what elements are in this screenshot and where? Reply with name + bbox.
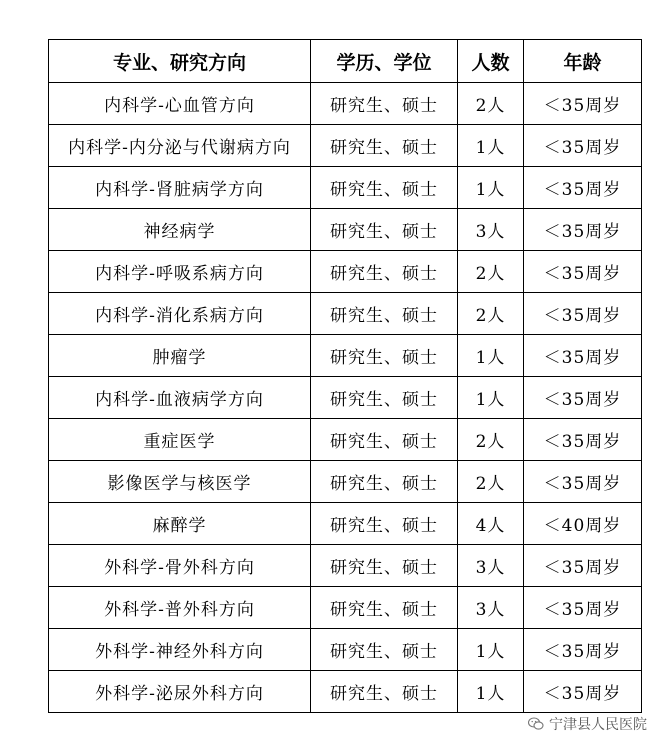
- table-row: [49, 461, 642, 503]
- table-row: [49, 419, 642, 461]
- cell-count: 2人: [458, 461, 524, 503]
- header-degree: 学历、学位: [311, 40, 458, 83]
- cell-degree: 研究生、硕士: [311, 545, 458, 587]
- cell-count: 1人: [458, 335, 524, 377]
- cell-age: ＜35周岁: [524, 461, 642, 503]
- cell-major: 内科学-内分泌与代谢病方向: [49, 125, 311, 167]
- table-row: [49, 503, 642, 545]
- cell-major: 影像医学与核医学: [49, 461, 311, 503]
- cell-count: 3人: [458, 587, 524, 629]
- header-age: 年龄: [524, 40, 642, 83]
- cell-count: 1人: [458, 377, 524, 419]
- header-count: 人数: [458, 40, 524, 83]
- table-row: [49, 335, 642, 377]
- cell-degree: 研究生、硕士: [311, 377, 458, 419]
- cell-count: 2人: [458, 251, 524, 293]
- header-row: [49, 40, 642, 83]
- cell-age: ＜35周岁: [524, 251, 642, 293]
- cell-age: ＜35周岁: [524, 209, 642, 251]
- cell-degree: 研究生、硕士: [311, 419, 458, 461]
- table-row: [49, 293, 642, 335]
- cell-degree: 研究生、硕士: [311, 209, 458, 251]
- watermark-text: 宁津县人民医院: [549, 717, 647, 733]
- table-row: [49, 671, 642, 713]
- cell-age: ＜35周岁: [524, 83, 642, 125]
- cell-major: 外科学-骨外科方向: [49, 545, 311, 587]
- table-row: [49, 629, 642, 671]
- cell-count: 1人: [458, 125, 524, 167]
- cell-count: 3人: [458, 545, 524, 587]
- cell-count: 4人: [458, 503, 524, 545]
- cell-major: 肿瘤学: [49, 335, 311, 377]
- cell-age: ＜35周岁: [524, 545, 642, 587]
- table-body: [49, 83, 642, 713]
- table-row: [49, 545, 642, 587]
- cell-age: ＜35周岁: [524, 671, 642, 713]
- table-row: [49, 587, 642, 629]
- cell-age: ＜35周岁: [524, 293, 642, 335]
- table-row: [49, 83, 642, 125]
- cell-degree: 研究生、硕士: [311, 671, 458, 713]
- cell-degree: 研究生、硕士: [311, 83, 458, 125]
- cell-major: 外科学-普外科方向: [49, 587, 311, 629]
- cell-major: 内科学-消化系病方向: [49, 293, 311, 335]
- cell-degree: 研究生、硕士: [311, 335, 458, 377]
- cell-degree: 研究生、硕士: [311, 503, 458, 545]
- cell-count: 1人: [458, 671, 524, 713]
- table-row: [49, 251, 642, 293]
- cell-major: 外科学-泌尿外科方向: [49, 671, 311, 713]
- cell-major: 神经病学: [49, 209, 311, 251]
- cell-degree: 研究生、硕士: [311, 125, 458, 167]
- cell-age: ＜35周岁: [524, 629, 642, 671]
- cell-age: ＜35周岁: [524, 587, 642, 629]
- table-row: [49, 125, 642, 167]
- watermark: [528, 714, 647, 734]
- cell-degree: 研究生、硕士: [311, 251, 458, 293]
- cell-major: 内科学-心血管方向: [49, 83, 311, 125]
- cell-major: 重症医学: [49, 419, 311, 461]
- recruitment-table: [48, 39, 642, 713]
- cell-age: ＜35周岁: [524, 419, 642, 461]
- table-row: [49, 209, 642, 251]
- cell-degree: 研究生、硕士: [311, 461, 458, 503]
- table-header: [49, 40, 642, 83]
- cell-major: 内科学-呼吸系病方向: [49, 251, 311, 293]
- cell-count: 2人: [458, 83, 524, 125]
- cell-major: 外科学-神经外科方向: [49, 629, 311, 671]
- cell-degree: 研究生、硕士: [311, 167, 458, 209]
- cell-degree: 研究生、硕士: [311, 587, 458, 629]
- table-row: [49, 167, 642, 209]
- cell-count: 2人: [458, 419, 524, 461]
- cell-degree: 研究生、硕士: [311, 629, 458, 671]
- cell-age: ＜35周岁: [524, 377, 642, 419]
- cell-major: 麻醉学: [49, 503, 311, 545]
- wechat-icon: [528, 717, 544, 731]
- cell-major: 内科学-肾脏病学方向: [49, 167, 311, 209]
- cell-count: 2人: [458, 293, 524, 335]
- header-major: 专业、研究方向: [49, 40, 311, 83]
- table-row: [49, 377, 642, 419]
- cell-count: 3人: [458, 209, 524, 251]
- cell-age: ＜35周岁: [524, 125, 642, 167]
- cell-major: 内科学-血液病学方向: [49, 377, 311, 419]
- cell-age: ＜35周岁: [524, 335, 642, 377]
- cell-age: ＜40周岁: [524, 503, 642, 545]
- cell-age: ＜35周岁: [524, 167, 642, 209]
- cell-count: 1人: [458, 629, 524, 671]
- cell-count: 1人: [458, 167, 524, 209]
- cell-degree: 研究生、硕士: [311, 293, 458, 335]
